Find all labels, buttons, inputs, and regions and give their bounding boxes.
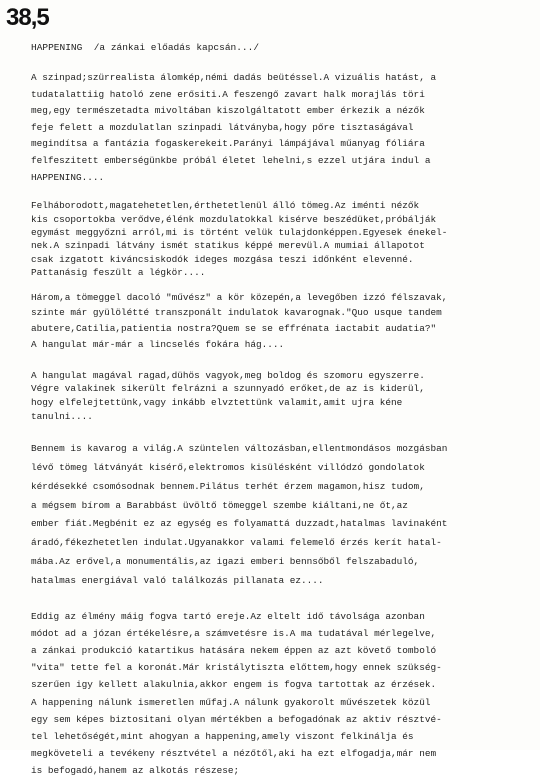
text-line: egy sem képes biztositani olyan mértékben a befogadónak az aktiv résztvé- [31, 713, 442, 725]
text-line: HAPPENING.... [31, 171, 105, 183]
text-line: Felháborodott,magatehetetlen,érthetetlenül álló tömeg.Az iménti nézők [31, 200, 420, 212]
text-line: módot ad a józan értékelésre,a számvetésre is.A ma tudatával mérlegelve, [31, 627, 437, 639]
paragraph [31, 290, 531, 353]
paragraph [31, 70, 531, 186]
text-line: Pattanásig feszült a légkör.... [31, 267, 206, 279]
text-line: egymást meggyőzni arról,mi is történt velük tulajdonképpen.Egyesek énekel- [31, 226, 448, 238]
text-line: kis csoportokba verődve,élénk mozdulatokkal kisérve beszédüket,próbálják [31, 213, 437, 225]
text-line: megköveteli a tevékeny résztvétel a nézőtől,aki ha ezt elfogadja,már nem [31, 748, 437, 760]
text-line: Bennem is kavarog a világ.A szüntelen változásban,ellentmondásos mozgásban [31, 443, 448, 455]
text-line: csak izgatott kiváncsiskodók ideges mozgása teszi időnként elevenné. [31, 253, 414, 265]
text-line: abutere,Catilia,patientia nostra?Quem se se effrénata iactabit audatia?" [31, 323, 437, 335]
text-line: Végre valakinek sikerült felrázni a szunnyadó erőket,de az is kiderül, [31, 383, 425, 395]
text-line: tudatalattiig hatoló zene erősiti.A feszengő zavart halk morajlás töri [31, 88, 425, 100]
document-title: HAPPENING /a zánkai előadás kapcsán.../ [31, 42, 260, 53]
body-text [31, 70, 531, 780]
text-line: feje felett a mozdulatlan szinpadi látványba,hogy pőre tisztaságával [31, 121, 414, 133]
text-line: Eddig az élmény máig fogva tartó ereje.Az eltelt idő távolsága azonban [31, 610, 425, 622]
text-line: A hangulat már-már a lincselés fokára hág.... [31, 338, 285, 350]
page-number: 38,5 [6, 4, 49, 31]
paragraph [31, 440, 531, 590]
paragraph [31, 369, 531, 423]
text-line: felfeszitett emberségünkbe próbál életet lehelni,s ezzel utjára indul a [31, 154, 431, 166]
paragraph [31, 199, 531, 279]
paragraph [31, 608, 531, 780]
text-line: szerűen igy kellett alakulnia,akkor engem is fogva tartottak az érzések. [31, 679, 437, 691]
text-line: lévő tömeg látványát kisérő,elektromos kisülésként villódzó gondolatok [31, 461, 425, 473]
text-line: szinte már gyülölétté transzponált indulatok kavarognak."Quo usque tandem [31, 307, 442, 319]
text-line: meg,egy természetadta mivoltában kiszolgáltatott ember érkezik a nézők [31, 105, 425, 117]
text-line: Három,a tömeggel dacoló "művész" a kör közepén,a levegőben izzó félszavak, [31, 291, 448, 303]
text-line: tel lehetőségét,mint ahogyan a happening,amely viszont felkinálja és [31, 730, 414, 742]
text-line: a zánkai produkció katartikus hatására nekem éppen az azt követő tomboló [31, 644, 437, 656]
text-line: A hangulat magával ragad,dühös vagyok,meg boldog és szomoru egyszerre. [31, 369, 425, 381]
text-line: megindítsa a fantázia fogaskerekeit.Parányi lámpájával műanyag fóliára [31, 138, 425, 150]
text-line: "vita" tette fel a koronát.Már kristálytiszta előttem,hogy ennek szükség- [31, 662, 442, 674]
text-line: kérdésekké csomósodnak bennem.Pilátus terhét érzem magamon,hisz tudom, [31, 480, 425, 492]
text-line: ember fiát.Megbénit ez az egység es folyamattá duzzadt,hatalmas lavinaként [31, 518, 448, 530]
text-line: A happening nálunk ismeretlen műfaj.A nálunk gyakorolt művészetek közül [31, 696, 431, 708]
text-line: a mégsem bírom a Barabbást üvöltő tömeggel szembe kiáltani,ne őt,az [31, 499, 408, 511]
text-line: A szinpad;szürrealista álomkép,némi dadás beütéssel.A vizuális hatást, a [31, 72, 437, 83]
text-line: tanulni.... [31, 410, 93, 422]
text-line: is befogadó,hanem az alkotás részese; [31, 765, 240, 777]
text-line: mába.Az erővel,a monumentális,az igazi emberi bennsőből felszabaduló, [31, 555, 420, 567]
text-line: hatalmas energiával való találkozás pillanata ez.... [31, 574, 324, 586]
text-line: áradó,fékezhetetlen indulat.Ugyanakkor valami felemelő érzés kerít hatal- [31, 537, 442, 549]
text-line: hogy elfelejtettünk,vagy inkább elvztettünk valamit,amit ujra kéne [31, 396, 403, 408]
text-line: nek.A szinpadi látvány ismét statikus képpé merevül.A mumiai állapotot [31, 240, 425, 252]
